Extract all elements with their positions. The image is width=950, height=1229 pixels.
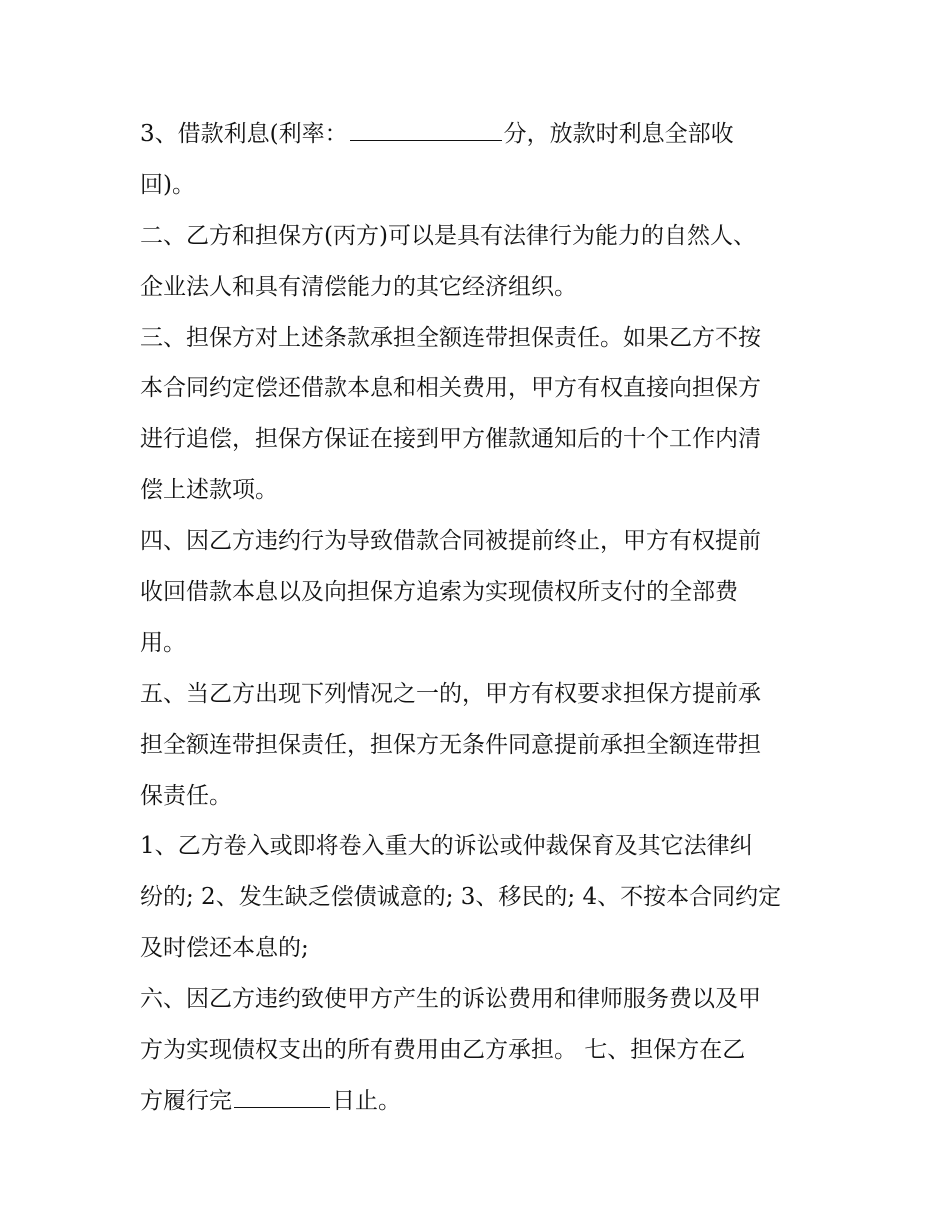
text-line: 保责任。: [140, 782, 232, 809]
text-segment: 分，放款时利息全部收: [503, 121, 734, 147]
text-line: 二、乙方和担保方(丙方)可以是具有法律行为能力的自然人、: [140, 222, 756, 249]
text-line: 担全额连带担保责任，担保方无条件同意提前承担全额连带担: [140, 731, 761, 758]
end-date-blank: [234, 1085, 330, 1108]
contract-body: [140, 109, 820, 1127]
text-segment: 3、借款利息(利率：: [140, 121, 348, 147]
text-line: 三、担保方对上述条款承担全额连带担保责任。如果乙方不按: [140, 324, 761, 351]
clause-line-end-date: [140, 1076, 820, 1127]
text-line: 回)。: [140, 171, 195, 198]
text-segment: 方履行完: [140, 1087, 232, 1114]
text-line: 收回借款本息以及向担保方追索为实现债权所支付的全部费: [140, 579, 738, 606]
text-line: 用。: [140, 629, 186, 656]
clause-line-interest-rate: [140, 109, 820, 160]
text-line: 五、当乙方出现下列情况之一的，甲方有权要求担保方提前承: [140, 680, 761, 707]
text-line: 1、乙方卷入或即将卷入重大的诉讼或仲裁保育及其它法律纠: [140, 833, 753, 860]
text-segment: 日止。: [332, 1087, 401, 1114]
text-line: 本合同约定偿还借款本息和相关费用，甲方有权直接向担保方: [140, 375, 761, 402]
interest-rate-blank: [350, 118, 502, 141]
text-line: 进行追偿，担保方保证在接到甲方催款通知后的十个工作内清: [140, 426, 761, 453]
text-line: 及时偿还本息的;: [140, 935, 309, 962]
text-line: 六、因乙方违约致使甲方产生的诉讼费用和律师服务费以及甲: [140, 986, 761, 1013]
text-line: 企业法人和具有清偿能力的其它经济组织。: [140, 273, 577, 300]
text-line: 四、因乙方违约行为导致借款合同被提前终止，甲方有权提前: [140, 528, 761, 555]
text-line: 纷的; 2、发生缺乏偿债诚意的; 3、移民的; 4、不按本合同约定: [140, 884, 782, 911]
text-line: 方为实现债权支出的所有费用由乙方承担。 七、担保方在乙: [140, 1037, 746, 1064]
text-line: 偿上述款项。: [140, 477, 278, 504]
